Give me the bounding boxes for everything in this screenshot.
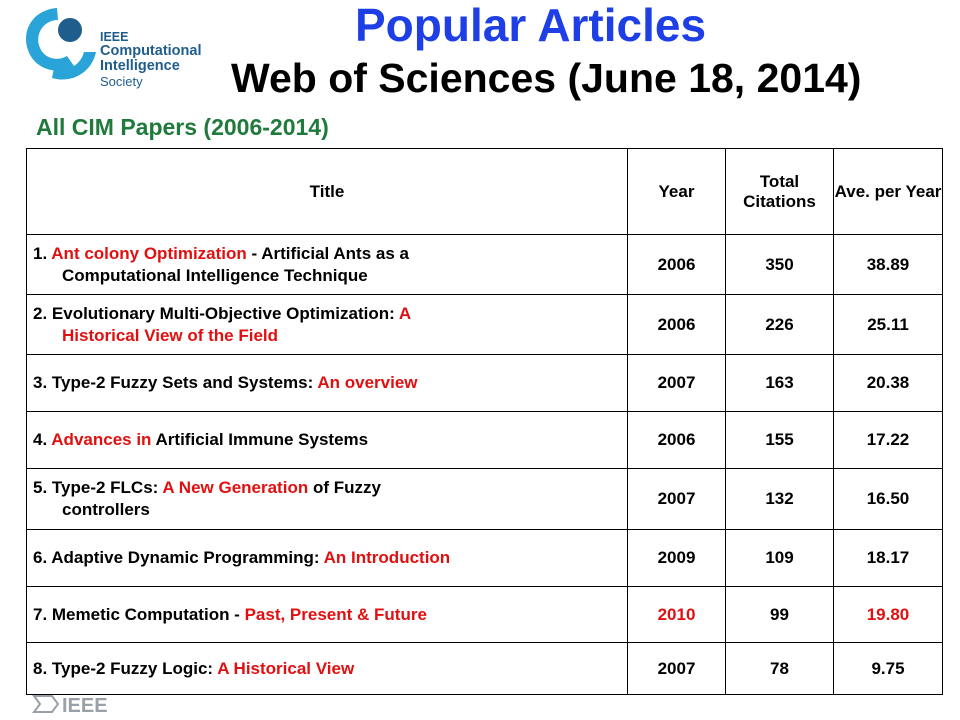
page-title: Popular Articles (355, 0, 707, 51)
table-row (27, 469, 943, 530)
title-highlight: An overview (317, 373, 418, 392)
title-highlight: Past, Present & Future (244, 604, 427, 624)
title-highlight: A (398, 303, 412, 323)
row-title (27, 530, 628, 587)
articles-table (26, 148, 943, 695)
logo-line-intelligence: Intelligence (100, 58, 180, 74)
row-citations: 226 (726, 295, 834, 355)
title-highlight-continued: Historical View of the Field (62, 325, 279, 345)
row-avg: 25.11 (834, 295, 943, 355)
section-heading: All CIM Papers (2006-2014) (36, 114, 329, 140)
row-avg: 16.50 (834, 469, 943, 530)
row-title (27, 355, 628, 412)
cis-logo-text (100, 30, 240, 89)
table-header-row (27, 149, 943, 235)
title-highlight: An Introduction (323, 548, 451, 567)
table-row (27, 530, 943, 587)
row-year: 2009 (628, 530, 726, 587)
ieee-footer-text: IEEE (62, 695, 108, 717)
title-text: 3. Type-2 Fuzzy Sets and Systems: (33, 373, 318, 392)
title-highlight: Ant colony Optimization (51, 243, 247, 263)
table-row (27, 643, 943, 695)
row-title (27, 295, 628, 355)
table-row (27, 412, 943, 469)
row-year: 2006 (628, 235, 726, 295)
row-title (27, 587, 628, 643)
row-avg: 20.38 (834, 355, 943, 412)
title-text: 1. (33, 243, 52, 263)
title-text-continued: controllers (62, 500, 150, 519)
title-text: of Fuzzy (308, 478, 381, 497)
page-subtitle: Web of Sciences (June 18, 2014) (231, 55, 862, 101)
ieee-footer-logo (28, 690, 168, 718)
row-citations: 78 (726, 643, 834, 695)
row-year: 2010 (628, 587, 726, 643)
row-title (27, 643, 628, 695)
title-text: 2. Evolutionary Multi-Objective Optimization: (33, 303, 399, 323)
row-citations: 163 (726, 355, 834, 412)
row-year: 2007 (628, 643, 726, 695)
title-text: Artificial Immune Systems (151, 430, 369, 449)
row-title (27, 469, 628, 530)
title-text: 8. Type-2 Fuzzy Logic: (33, 658, 218, 678)
row-avg: 9.75 (834, 643, 943, 695)
row-title (27, 412, 628, 469)
logo-line-computational: Computational (100, 43, 202, 59)
table-row (27, 587, 943, 643)
header-title: Title (27, 149, 628, 235)
row-avg: 38.89 (834, 235, 943, 295)
logo-line-society: Society (100, 74, 143, 89)
row-year: 2007 (628, 469, 726, 530)
row-year: 2006 (628, 412, 726, 469)
row-title (27, 235, 628, 295)
row-avg: 17.22 (834, 412, 943, 469)
table-row (27, 295, 943, 355)
row-citations: 109 (726, 530, 834, 587)
row-citations: 99 (726, 587, 834, 643)
title-highlight: A Historical View (217, 658, 355, 678)
header-avg: Ave. per Year (834, 149, 943, 235)
table-row (27, 355, 943, 412)
logo-line-ieee: IEEE (100, 30, 129, 44)
title-highlight: A New Generation (162, 478, 309, 497)
title-text: 7. Memetic Computation - (33, 604, 245, 624)
title-text: 6. Adaptive Dynamic Programming: (33, 548, 324, 567)
title-text: - Artificial Ants as a (246, 243, 409, 263)
table-row (27, 235, 943, 295)
row-avg: 19.80 (834, 587, 943, 643)
row-year: 2006 (628, 295, 726, 355)
header-year: Year (628, 149, 726, 235)
row-citations: 350 (726, 235, 834, 295)
title-text: 4. (33, 430, 52, 449)
title-text-continued: Computational Intelligence Technique (62, 265, 368, 285)
header-citations: Total Citations (726, 149, 834, 235)
row-citations: 155 (726, 412, 834, 469)
title-highlight: Advances in (51, 430, 152, 449)
row-citations: 132 (726, 469, 834, 530)
title-text: 5. Type-2 FLCs: (33, 478, 163, 497)
row-avg: 18.17 (834, 530, 943, 587)
row-year: 2007 (628, 355, 726, 412)
